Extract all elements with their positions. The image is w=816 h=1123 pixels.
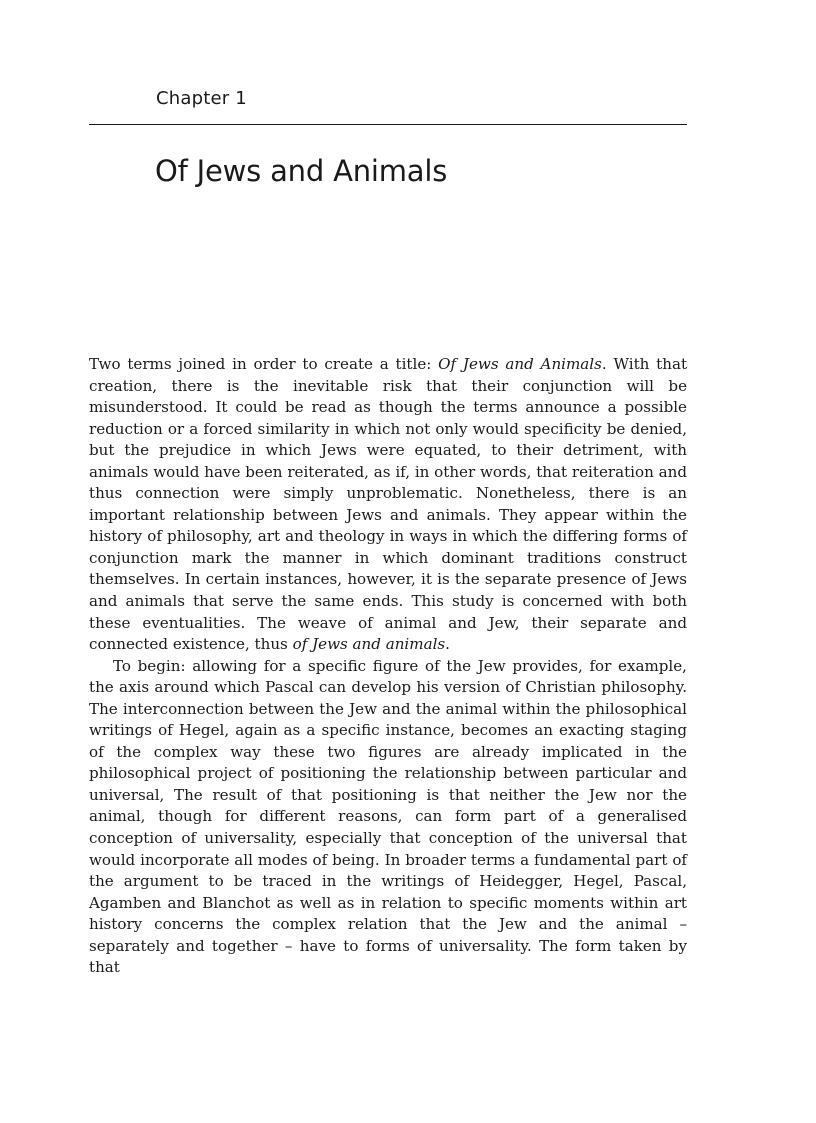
body-text (89, 354, 687, 979)
paragraph-2: To begin: allowing for a specific figure of the Jew provides, for example, the axis around which Pascal can develop his version of Christian philosophy. The interconnection between the Jew and the animal within the philosophical writings of Hegel, again as a specific instance, becomes an exacting staging of the complex way these two figures are already implicated in the philosophical project of positioning the relationship between particular and universal, The result of that positioning is that neither the Jew nor the animal, though for different reasons, can form part of a generalised conception of universality, especially that conception of the universal that would incorporate all modes of being. In broader terms a fundamental part of the argument to be traced in the writings of Heidegger, Hegel, Pascal, Agamben and Blanchot as well as in relation to specific moments within art history concerns the complex relation that the Jew and the animal – separately and together – have to forms of universality. The form taken by that (89, 656, 687, 977)
paragraph-1-phrase-italic: of Jews and animals (292, 635, 446, 654)
paragraph-1 (89, 354, 687, 656)
paragraph-1-text-b: . With that creation, there is the inevitable risk that their conjunction will be misunderstood. It could be read as though the terms announce a possible reduction or a forced similarity in which not only would specificity be denied, but the prejudice in which Jews were equated, to their detriment, with animals would have been reiterated, as if, in other words, that reiteration and thus connection were simply unproblematic. Nonetheless, there is an important relationship between Jews and animals. They appear within the history of philosophy, art and theology in ways in which the differing forms of conjunction mark the manner in which dominant traditions construct themselves. In certain instances, however, it is the separate presence of Jews and animals that serve the same ends. This study is concerned with both these eventualities. The weave of animal and Jew, their separate and connected existence, thus (89, 355, 688, 654)
chapter-title: Of Jews and Animals (155, 154, 448, 188)
chapter-label: Chapter 1 (156, 88, 247, 109)
paragraph-1-text-a: Two terms joined in order to create a title: (89, 355, 439, 373)
chapter-divider (89, 124, 687, 125)
paragraph-1-title-italic: Of Jews and Animals (438, 355, 602, 373)
paragraph-1-text-c: . (445, 635, 450, 654)
